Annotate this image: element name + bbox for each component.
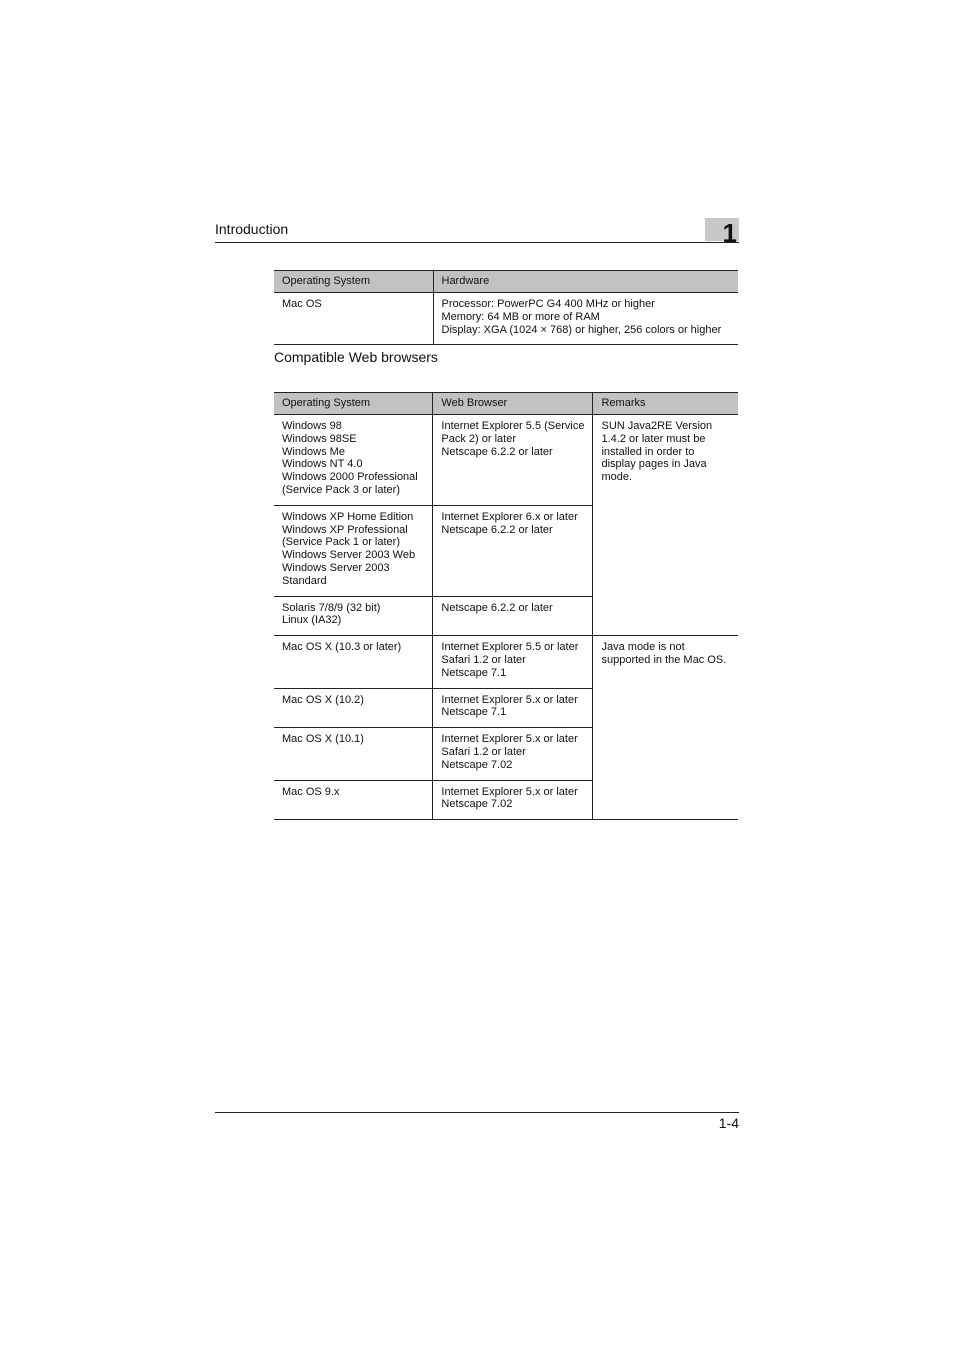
cell-line: Linux (IA32) [282, 614, 342, 627]
cell-line: Display: XGA (1024 × 768) or higher, 256 colors or higher [441, 323, 722, 336]
running-footer [215, 1112, 739, 1131]
table-cell-os [274, 780, 433, 820]
cell-line: Windows XP Home Edition [282, 510, 414, 523]
cell-line: Mac OS X (10.2) [282, 693, 364, 706]
header-title: Introduction [215, 221, 289, 237]
cell-line: Safari 1.2 or later [441, 653, 526, 666]
cell-line: Internet Explorer 5.5 (Service [441, 420, 585, 432]
chapter-tab [705, 218, 739, 248]
cell-line: Standard [282, 574, 327, 587]
cell-line: Processor: PowerPC G4 400 MHz or higher [441, 298, 655, 310]
table-cell-browser [433, 636, 593, 688]
cell-line: Windows XP Professional [282, 523, 408, 536]
table-cell-os [274, 505, 433, 596]
cell-line: Mac OS 9.x [282, 785, 340, 798]
cell-line: Windows NT 4.0 [282, 458, 363, 471]
cell-line: Windows Me [282, 445, 345, 458]
cell-line: Internet Explorer 5.x or later [441, 785, 578, 798]
cell-line: Windows 98 [282, 420, 342, 432]
cell-line: Mac OS X (10.1) [282, 733, 364, 746]
cell-line: Memory: 64 MB or more of RAM [441, 310, 600, 323]
cell-line: Safari 1.2 or later [441, 745, 526, 758]
cell-line: (Service Pack 3 or later) [282, 483, 400, 496]
section-title: Compatible Web browsers [274, 349, 438, 365]
cell-line: Netscape 7.02 [441, 758, 513, 771]
cell-line: Netscape 6.2.2 or later [441, 445, 553, 458]
table-cell-browser [433, 688, 593, 728]
cell-line: Netscape 6.2.2 or later [441, 523, 553, 536]
cell-line: Windows Server 2003 [282, 561, 390, 574]
cell-line: Windows 98SE [282, 432, 357, 445]
cell-line: Windows Server 2003 Web [282, 549, 416, 562]
cell-line: (Service Pack 1 or later) [282, 536, 400, 549]
cell-line: Internet Explorer 6.x or later [441, 510, 578, 523]
table-cell-os [274, 728, 433, 780]
table-cell-os [274, 596, 433, 636]
table-row [274, 415, 738, 506]
table-cell-os [274, 293, 433, 345]
column-header: Operating System [274, 393, 433, 415]
cell-line: Mac OS X (10.3 or later) [282, 641, 402, 654]
remarks-text: SUN Java2RE Version 1.4.2 or later must be installed in order to display pages in Java mode. [601, 420, 713, 484]
cell-line: Netscape 6.2.2 or later [441, 601, 553, 614]
page-number: 1-4 [718, 1115, 739, 1131]
cell-line: Solaris 7/8/9 (32 bit) [282, 601, 381, 614]
column-header: Operating System [274, 271, 433, 293]
remarks-text: Java mode is not supported in the Mac OS. [601, 641, 727, 666]
table-cell-os [274, 636, 433, 688]
table-cell-browser [433, 505, 593, 596]
table-cell-browser [433, 780, 593, 820]
table-cell-browser [433, 728, 593, 780]
table-cell-os [274, 688, 433, 728]
cell-line: Netscape 7.1 [441, 666, 507, 679]
cell-line: Internet Explorer 5.x or later [441, 693, 578, 706]
table-row [274, 293, 738, 345]
table-row [274, 636, 738, 688]
cell-line: Windows 2000 Professional [282, 471, 418, 484]
browser-compatibility-table [274, 392, 738, 820]
table-header-row [274, 393, 738, 415]
cell-line: Pack 2) or later [441, 432, 516, 445]
column-header: Remarks [593, 393, 738, 415]
table-cell-browser [433, 415, 593, 506]
column-header: Web Browser [433, 393, 593, 415]
table-cell-remarks [593, 636, 738, 820]
cell-line: Internet Explorer 5.5 or later [441, 641, 579, 654]
table-cell-hardware [433, 293, 738, 345]
chapter-number: 1 [722, 218, 737, 248]
column-header: Hardware [433, 271, 738, 293]
running-header [215, 218, 739, 248]
table-header-row [274, 271, 738, 293]
hardware-requirements-table [274, 270, 738, 345]
table-cell-os [274, 415, 433, 506]
cell-line: Internet Explorer 5.x or later [441, 733, 578, 746]
table-cell-remarks [593, 415, 738, 636]
cell-line: Netscape 7.1 [441, 706, 507, 719]
table-cell-browser [433, 596, 593, 636]
cell-line: Netscape 7.02 [441, 798, 513, 811]
cell-line: Mac OS [282, 298, 322, 310]
